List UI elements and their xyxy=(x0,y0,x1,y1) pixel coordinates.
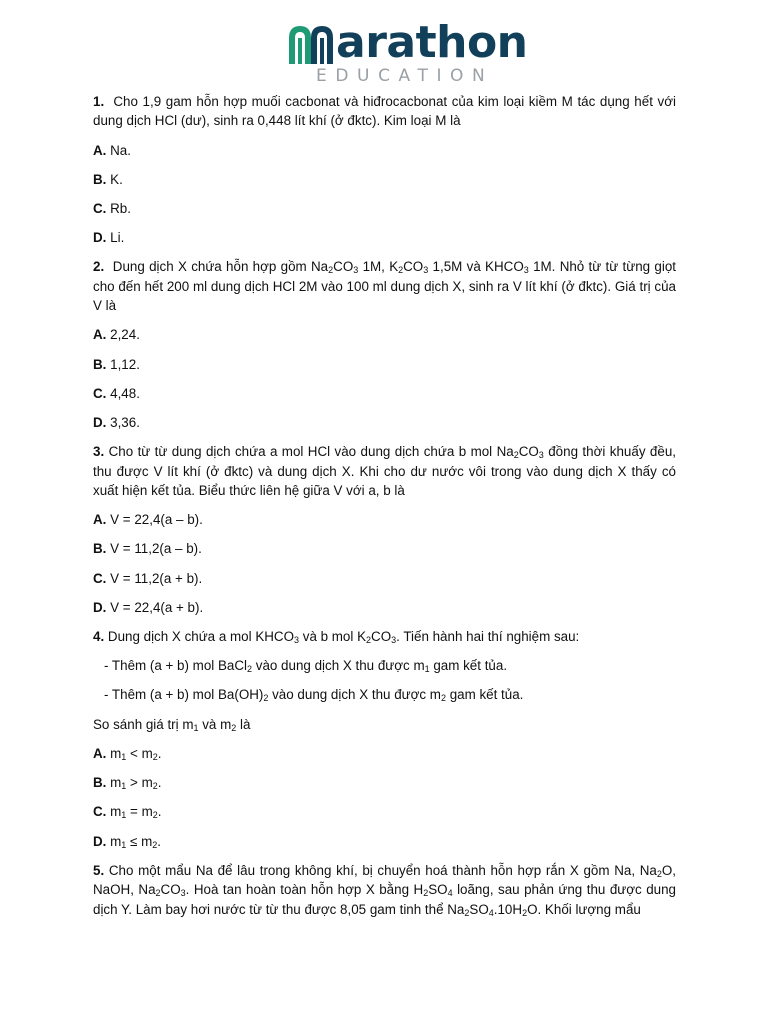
option-b xyxy=(93,773,676,792)
question-text: 1M. Nhỏ từ từ từng giọt cho đến hết 200 ml dung dịch HCl 2M vào 100 ml dung dịch X, sinh ra V lít khí (ở đktc). Giá trị của V là xyxy=(93,259,676,314)
option-text: m xyxy=(110,833,122,849)
question-text: . Tiến hành hai thí nghiệm sau: xyxy=(396,629,580,645)
question-text: CO xyxy=(371,629,392,645)
subscript: 2 xyxy=(263,693,269,704)
option-a xyxy=(93,510,676,529)
question-text: O. Khối lượng mẩu xyxy=(527,901,641,917)
option-text: 2,24. xyxy=(110,327,140,343)
subscript: 1 xyxy=(193,722,199,733)
subscript: 2 xyxy=(656,868,662,879)
subscript: 4 xyxy=(447,888,453,899)
subscript: 2 xyxy=(440,693,446,704)
question-text: 1M, K xyxy=(358,259,399,275)
question-text: CO xyxy=(160,882,181,898)
option-text: m xyxy=(110,775,122,791)
question-text: Cho từ từ dung dịch chứa a mol HCl vào dung dịch chứa b mol Na xyxy=(108,444,514,460)
subscript: 1 xyxy=(121,810,127,821)
option-text: . xyxy=(157,833,162,849)
subscript: 3 xyxy=(523,265,529,276)
option-text: V = 11,2(a – b). xyxy=(110,541,202,557)
question-number: 5. xyxy=(93,862,105,878)
question-3 xyxy=(93,442,676,500)
option-text: Na. xyxy=(110,142,131,158)
subscript: 3 xyxy=(353,265,359,276)
option-c xyxy=(93,569,676,588)
option-label: B. xyxy=(93,541,107,557)
subscript: 2 xyxy=(247,664,253,675)
option-text: m xyxy=(141,745,153,761)
option-label: C. xyxy=(93,385,107,401)
option-label: C. xyxy=(93,201,107,217)
logo-wordmark: arathon xyxy=(336,17,528,68)
subscript: 2 xyxy=(155,888,161,899)
option-text: m xyxy=(110,745,122,761)
subscript: 3 xyxy=(423,265,429,276)
option-text: K. xyxy=(110,171,123,187)
experiment-text: vào dung dịch X thu được m xyxy=(252,658,425,674)
option-label: D. xyxy=(93,599,107,615)
exam-content xyxy=(93,92,676,919)
option-b xyxy=(93,355,676,374)
subscript: 2 xyxy=(152,810,158,821)
option-label: C. xyxy=(93,804,107,820)
question-text: loãng, sau phản ứng thu được dung dịch Y. Làm bay hơi nước từ từ thu được 8,05 gam tinh thể Na xyxy=(93,882,676,917)
subscript: 3 xyxy=(391,635,397,646)
subscript: 3 xyxy=(294,635,300,646)
option-d xyxy=(93,832,676,851)
option-label: A. xyxy=(93,512,107,528)
option-text: 1,12. xyxy=(110,356,140,372)
subscript: 1 xyxy=(121,781,127,792)
subscript: 2 xyxy=(152,751,158,762)
option-b xyxy=(93,539,676,558)
question-text: và b mol K xyxy=(299,629,367,645)
subscript: 1 xyxy=(121,839,127,850)
option-text: 3,36. xyxy=(110,415,140,431)
experiment-text: gam kết tủa. xyxy=(445,687,524,703)
option-text: m xyxy=(110,804,122,820)
option-text: . xyxy=(157,775,162,791)
question-text: CO xyxy=(403,259,424,275)
question-text: Dung dịch X chứa hỗn hợp gồm Na xyxy=(112,259,329,275)
experiment-text: - Thêm (a + b) mol BaCl xyxy=(104,658,248,674)
option-label: D. xyxy=(93,415,107,431)
question-text: . Hoà tan hoàn toàn hỗn hợp X bằng H xyxy=(185,882,424,898)
option-label: A. xyxy=(93,745,107,761)
question-number: 4. xyxy=(93,629,105,645)
question-text: đồng thời khuấy đều, thu được V lít khí (ở đktc) và dung dịch X. Khi cho dư nước vôi trong vào dung dịch X thấy có xuất hiện kết tủa. Biểu thức liên hệ giữa V với a, b là xyxy=(93,444,676,499)
marathon-m-logo-icon xyxy=(287,24,337,64)
option-label: D. xyxy=(93,833,107,849)
question-text: và m xyxy=(198,716,232,732)
option-text: = xyxy=(126,804,142,820)
question-text: .10H xyxy=(493,901,523,917)
question-text: 1,5M và KHCO xyxy=(428,259,524,275)
subscript: 3 xyxy=(538,450,544,461)
subscript: 2 xyxy=(366,635,372,646)
subscript: 3 xyxy=(180,888,186,899)
question-text: là xyxy=(236,716,251,732)
option-text: m xyxy=(141,804,153,820)
option-text: V = 11,2(a + b). xyxy=(110,570,203,586)
logo-subtitle: EDUCATION xyxy=(316,66,494,86)
option-text: m xyxy=(141,775,153,791)
question-text: CO xyxy=(518,444,539,460)
question-number: 3. xyxy=(93,444,105,460)
option-a xyxy=(93,744,676,763)
question-text: CO xyxy=(333,259,354,275)
option-label: A. xyxy=(93,327,107,343)
experiment-2 xyxy=(93,685,676,704)
subscript: 2 xyxy=(152,839,158,850)
experiment-text: gam kết tủa. xyxy=(429,658,508,674)
option-text: ≤ xyxy=(126,833,142,849)
question-5 xyxy=(93,861,676,919)
option-text: . xyxy=(157,804,162,820)
marathon-education-logo xyxy=(0,18,768,86)
question-4 xyxy=(93,627,676,646)
option-label: A. xyxy=(93,142,107,158)
option-c xyxy=(93,384,676,403)
subscript: 2 xyxy=(328,265,334,276)
experiment-1 xyxy=(93,656,676,675)
option-d xyxy=(93,598,676,617)
option-label: D. xyxy=(93,230,107,246)
experiment-text: - Thêm (a + b) mol Ba(OH) xyxy=(104,687,264,703)
option-text: 4,48. xyxy=(110,385,140,401)
option-label: C. xyxy=(93,570,107,586)
option-text: Rb. xyxy=(110,201,131,217)
question-text: O, NaOH, Na xyxy=(93,862,676,898)
question-text: So sánh giá trị m xyxy=(93,716,194,732)
subscript: 1 xyxy=(121,751,127,762)
question-text: SO xyxy=(428,882,448,898)
option-c xyxy=(93,802,676,821)
subscript: 2 xyxy=(152,781,158,792)
option-text: V = 22,4(a + b). xyxy=(110,599,204,615)
option-d xyxy=(93,228,676,247)
option-label: B. xyxy=(93,171,107,187)
comparison-prompt xyxy=(93,715,676,734)
option-text: < xyxy=(126,745,142,761)
subscript: 2 xyxy=(522,907,528,918)
option-b xyxy=(93,170,676,189)
question-text: Cho một mẩu Na để lâu trong không khí, bị chuyển hoá thành hỗn hợp rắn X gồm Na, Na xyxy=(108,862,657,878)
question-number: 2. xyxy=(93,259,105,275)
subscript: 1 xyxy=(424,664,430,675)
option-text: m xyxy=(141,833,153,849)
question-text: Dung dịch X chứa a mol KHCO xyxy=(107,629,295,645)
option-label: B. xyxy=(93,775,107,791)
option-text: V = 22,4(a – b). xyxy=(110,512,203,528)
option-d xyxy=(93,413,676,432)
question-1 xyxy=(93,92,676,131)
option-text: > xyxy=(126,775,142,791)
subscript: 2 xyxy=(464,907,470,918)
question-text: SO xyxy=(469,901,489,917)
subscript: 2 xyxy=(231,722,237,733)
option-text: Li. xyxy=(110,230,125,246)
option-label: B. xyxy=(93,356,107,372)
subscript: 2 xyxy=(513,450,519,461)
option-c xyxy=(93,199,676,218)
option-a xyxy=(93,325,676,344)
experiment-text: vào dung dịch X thu được m xyxy=(268,687,441,703)
question-2 xyxy=(93,257,676,315)
option-text: . xyxy=(157,745,162,761)
question-text: Cho 1,9 gam hỗn hợp muối cacbonat và hiđrocacbonat của kim loại kiềm M tác dụng hết với dung dịch HCl (dư), sinh ra 0,448 lít khí (ở đktc). Kim loại M là xyxy=(93,94,676,129)
subscript: 2 xyxy=(398,265,404,276)
question-number: 1. xyxy=(93,94,105,109)
subscript: 4 xyxy=(488,907,494,918)
subscript: 2 xyxy=(423,888,429,899)
option-a xyxy=(93,141,676,160)
